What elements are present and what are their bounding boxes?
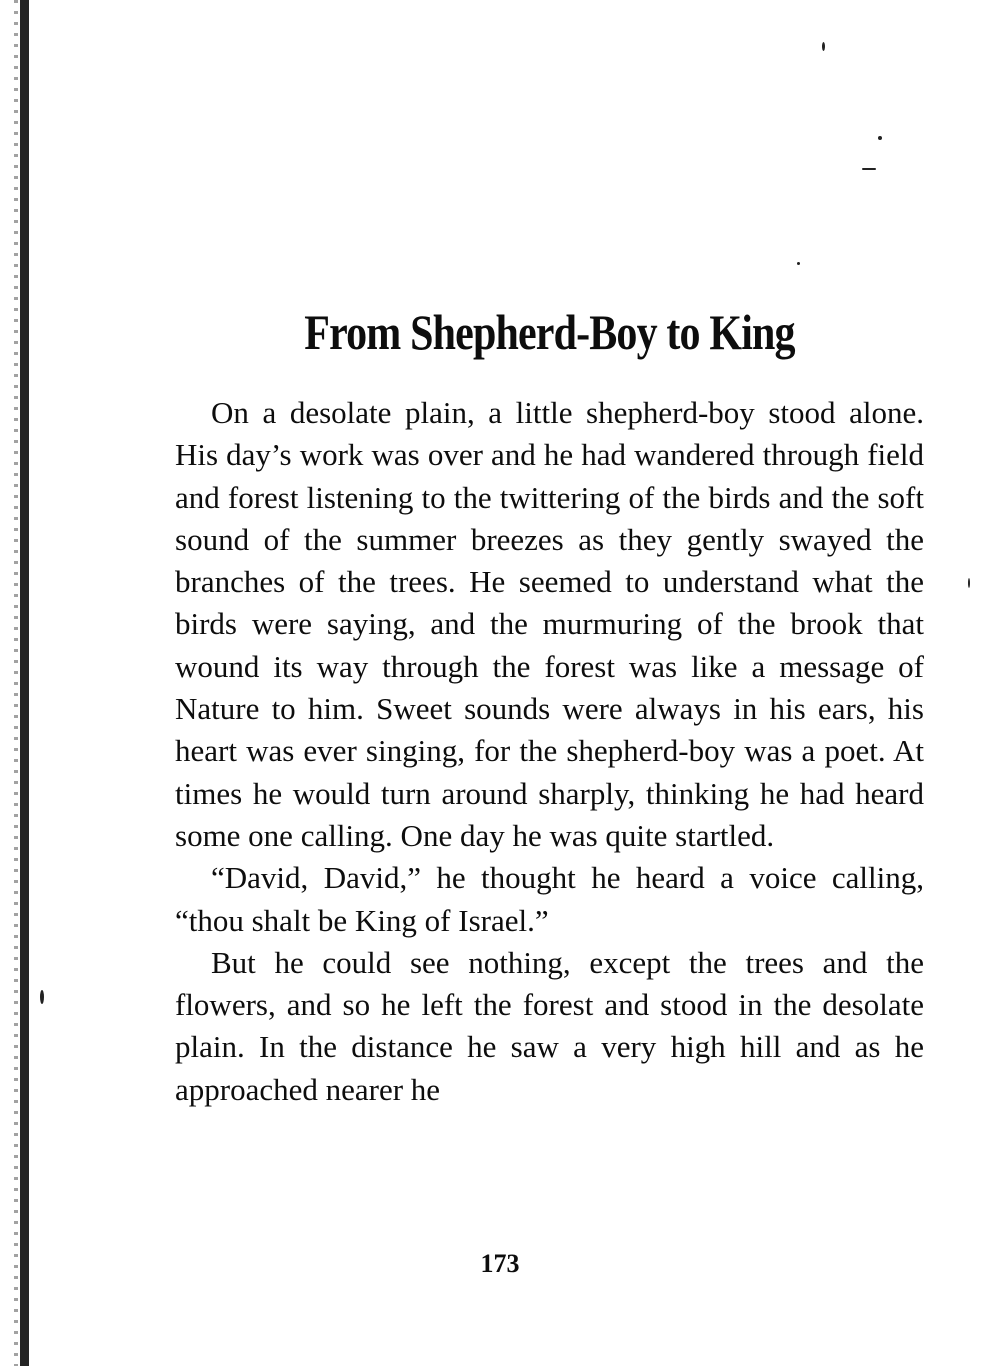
page-number: 173 [480,1249,520,1278]
scan-speck [822,42,825,51]
page-binding-edge [20,0,29,1366]
scan-speck [40,990,44,1004]
scan-speck [968,578,970,588]
body-text [175,392,924,1111]
page-title: From Shepherd-Boy to King [304,304,795,360]
scan-speck [797,262,800,265]
scan-speck [878,136,882,140]
paragraph: But he could see nothing, except the trees and the flowers, and so he left the forest and stood in the desolate plain. In the distance he saw a very high hill and as he approached nearer he [175,944,924,1107]
page-binding-edge-texture [14,0,18,1366]
scan-speck [862,168,876,170]
paragraph: On a desolate plain, a little shepherd-boy stood alone. His day’s work was over and he had wandered through field and forest listening to the twittering of the birds and the soft sound of the summer breezes as they gently swayed the branches of the trees. He seemed to understand what the birds were saying, and the murmuring of the brook that wound its way through the forest was like a message of Nature to him. Sweet sounds were always in his ears, his heart was ever singing, for the shepherd-boy was a poet. At times he would turn around sharply, thinking he had heard some one calling. One day he was quite startled. [175,395,924,853]
paragraph: “David, David,” he thought he heard a voice calling, “thou shalt be King of Israel.” [175,860,924,938]
